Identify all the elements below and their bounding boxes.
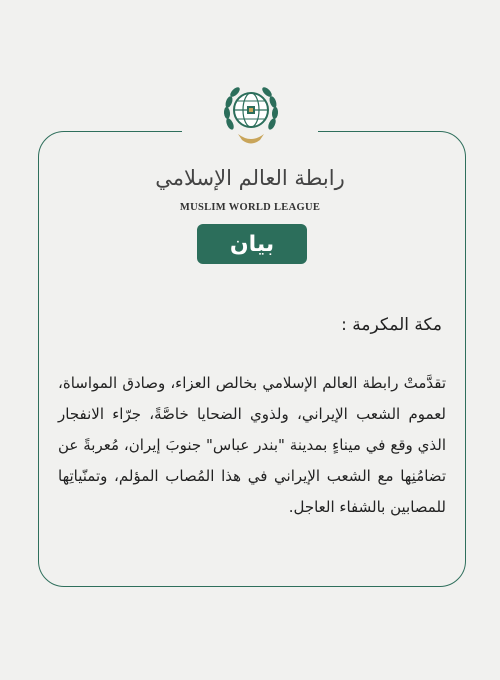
statement-badge: [197, 224, 307, 264]
statement-badge-label: بيان: [229, 231, 275, 257]
statement-body: تقدَّمتْ رابطة العالم الإسلامي بخالص العزاء، وصادق المواساة، لعموم الشعب الإيراني، ولذوي الضحايا خاصَّةً، جرّاء الانفجار الذي وقع في ميناءٍ بمدينة "بندر عباس" جنوبَ إيران، مُعربةً عن تضامُنِها مع الشعب الإيراني في هذا المُصاب المؤلم، وتمنّياتِها للمصابين بالشفاء العاجل.: [58, 374, 446, 516]
mwl-emblem-icon: [220, 80, 282, 150]
statement-location: مكة المكرمة :: [341, 315, 442, 335]
org-name-english: MUSLIM WORLD LEAGUE: [179, 202, 321, 213]
org-name-arabic: رابطة العالم الإسلامي: [155, 166, 345, 190]
